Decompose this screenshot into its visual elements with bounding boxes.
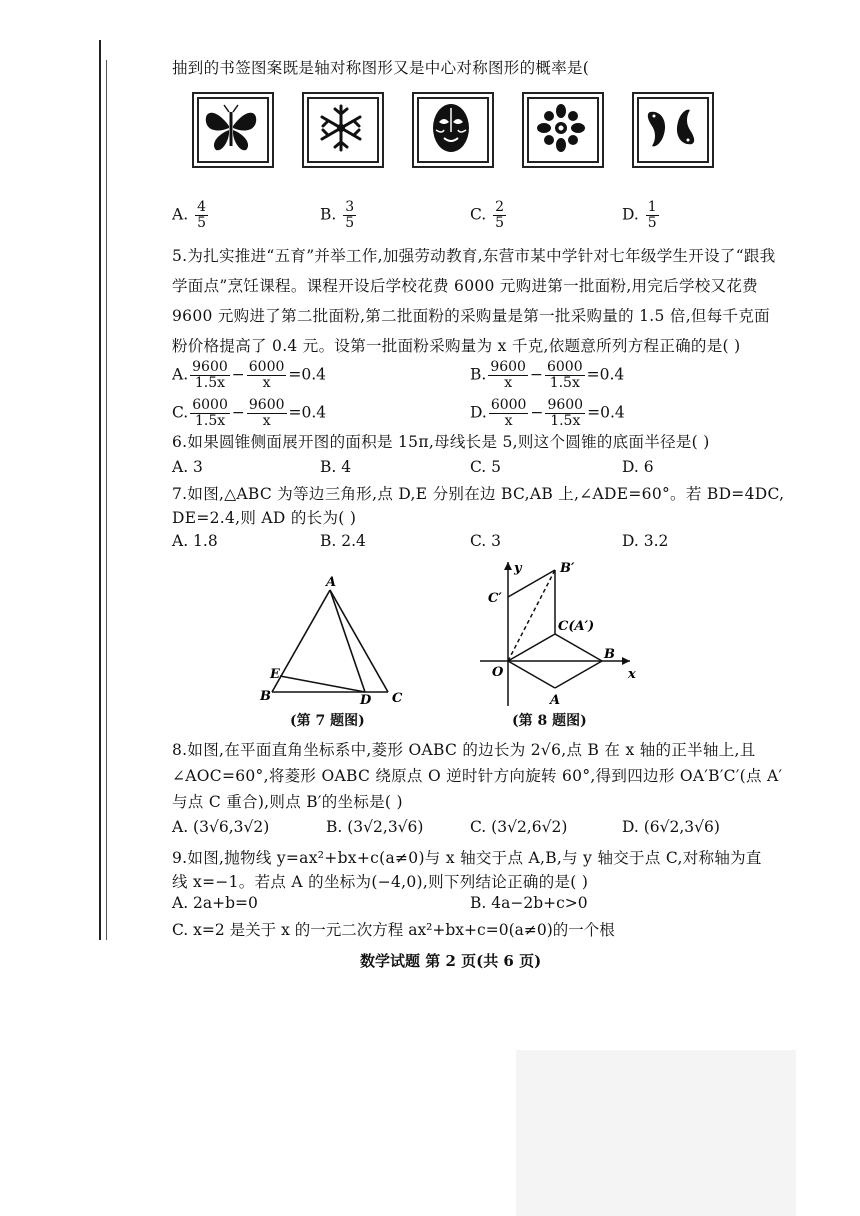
bookmark-2 xyxy=(302,92,384,168)
rhs: =0.4 xyxy=(586,365,625,384)
label-y: y xyxy=(514,561,522,576)
rhs: =0.4 xyxy=(288,403,327,422)
label-a: A xyxy=(326,575,337,590)
q6-option-c: C. 5 xyxy=(470,458,502,476)
denominator: x xyxy=(504,413,513,429)
denominator: x xyxy=(262,413,271,429)
label-e: E xyxy=(270,667,280,682)
q4-option-c xyxy=(470,200,508,231)
q9-option-c: C. x=2 是关于 x 的一元二次方程 ax²+bx+c=0(a≠0)的一个根 xyxy=(172,921,615,939)
option-label: B. xyxy=(470,365,487,384)
q4-option-a xyxy=(172,200,210,231)
q8-figure xyxy=(470,556,650,716)
numerator: 6000 xyxy=(546,359,583,375)
option-label: D. xyxy=(622,205,639,224)
q5-line-1: 5.为扎实推进“五育”并举工作,加强劳动教育,东营市某中学针对七年级学生开设了“跟我 xyxy=(172,247,776,265)
fraction xyxy=(545,398,585,429)
edge-oa xyxy=(508,661,555,688)
q4-option-b xyxy=(320,200,358,231)
denominator: x xyxy=(262,375,271,391)
fraction xyxy=(493,200,506,231)
q8-caption: (第 8 题图) xyxy=(512,713,587,729)
label-b: B xyxy=(604,647,615,662)
snowflake-icon xyxy=(312,102,370,154)
label-o: O xyxy=(492,665,504,680)
page-footer: 数学试题 第 2 页(共 6 页) xyxy=(360,952,542,970)
fraction xyxy=(195,200,208,231)
fish-pair-icon xyxy=(642,102,700,154)
label-c-a-prime: C(A′) xyxy=(558,619,595,634)
q8-option-d: D. (6√2,3√6) xyxy=(622,818,720,836)
fraction xyxy=(489,398,529,429)
numerator: 3 xyxy=(345,199,355,215)
fraction xyxy=(247,398,287,429)
bookmark-5 xyxy=(632,92,714,168)
rhs: =0.4 xyxy=(587,403,625,422)
q7-option-b: B. 2.4 xyxy=(320,532,366,550)
denominator: 1.5x xyxy=(194,375,226,391)
numerator: 9600 xyxy=(490,359,526,375)
q5-option-c: C. $\frac{6000}{1.5x}$ − $\frac{9600}{x}$ =0.4 xyxy=(172,397,327,429)
denominator: x xyxy=(504,375,513,391)
q7-figure xyxy=(250,570,420,710)
opera-mask-icon xyxy=(422,102,480,154)
q4-option-d xyxy=(622,200,661,231)
q7-option-c: C. 3 xyxy=(470,532,502,550)
option-label: C. xyxy=(470,205,487,224)
q8-option-b: B. (3√2,3√6) xyxy=(326,818,424,836)
numerator: 9600 xyxy=(192,359,228,375)
numerator: 2 xyxy=(495,199,505,215)
q8-line-2: ∠AOC=60°,将菱形 OABC 绕原点 O 逆时针方向旋转 60°,得到四边形 OA′B′C′(点 A′ xyxy=(172,767,783,785)
numerator: 9600 xyxy=(248,397,285,413)
q5-line-2: 学面点”烹饪课程。课程开设后学校花费 6000 元购进第一批面粉,用完后学校又花费 xyxy=(172,277,758,295)
fraction xyxy=(646,200,659,231)
q9-line-2: 线 x=−1。若点 A 的坐标为(−4,0),则下列结论正确的是( ) xyxy=(172,873,589,891)
denominator: 1.5x xyxy=(550,413,581,429)
denominator: 5 xyxy=(495,215,505,231)
q5-option-b: B. $\frac{9600}{x}$ − $\frac{6000}{1.5x}$ =0.4 xyxy=(470,359,625,391)
label-b: B xyxy=(260,689,271,704)
q9-option-b: B. 4a−2b+c>0 xyxy=(470,894,588,912)
numerator: 6000 xyxy=(490,397,527,413)
q7-caption: (第 7 题图) xyxy=(290,713,365,729)
fraction xyxy=(247,360,287,391)
q6-option-b: B. 4 xyxy=(320,458,352,476)
q6-option-d: D. 6 xyxy=(622,458,654,476)
numerator: 9600 xyxy=(547,397,584,413)
q9-option-a: A. 2a+b=0 xyxy=(172,894,258,912)
q7-option-a: A. 1.8 xyxy=(172,532,218,550)
option-label: C. xyxy=(172,403,189,422)
q7-line-1: 7.如图,△ABC 为等边三角形,点 D,E 分别在边 BC,AB 上,∠ADE=60°。若 BD=4DC, xyxy=(172,485,785,503)
x-axis-arrow xyxy=(622,657,630,665)
q9-line-1: 9.如图,抛物线 y=ax²+bx+c(a≠0)与 x 轴交于点 A,B,与 y 轴交于点 C,对称轴为直 xyxy=(172,849,762,867)
bookmark-1 xyxy=(192,92,274,168)
binding-line xyxy=(99,40,101,940)
option-label: A. xyxy=(172,365,189,384)
option-label: D. xyxy=(470,403,487,422)
butterfly-icon xyxy=(202,102,260,154)
numerator: 1 xyxy=(647,199,657,215)
numerator: 6000 xyxy=(192,397,228,413)
fraction xyxy=(343,200,356,231)
q5-line-4: 粉价格提高了 0.4 元。设第一批面粉采购量为 x 千克,依题意所列方程正确的是( ) xyxy=(172,337,741,355)
q6-option-a: A. 3 xyxy=(172,458,203,476)
denominator: 5 xyxy=(647,215,657,231)
bookmark-3 xyxy=(412,92,494,168)
denominator: 5 xyxy=(345,215,355,231)
binding-line-inner xyxy=(106,60,107,940)
denominator: 5 xyxy=(197,215,206,231)
edge-bc xyxy=(555,634,602,661)
q8-line-1: 8.如图,在平面直角坐标系中,菱形 OABC 的边长为 2√6,点 B 在 x 轴的正半轴上,且 xyxy=(172,741,756,759)
option-label: B. xyxy=(320,205,337,224)
flower-mandala-icon xyxy=(532,102,590,154)
q5-option-d: D. $\frac{6000}{x}$ − $\frac{9600}{1.5x}$ =0.4 xyxy=(470,397,625,429)
fraction xyxy=(190,398,230,429)
label-c: C xyxy=(392,691,403,706)
q7-option-d: D. 3.2 xyxy=(622,532,669,550)
numerator: 4 xyxy=(197,199,206,215)
q7-line-2: DE=2.4,则 AD 的长为( ) xyxy=(172,509,357,527)
q8-option-c: C. (3√2,6√2) xyxy=(470,818,568,836)
bookmark-4 xyxy=(522,92,604,168)
option-label: A. xyxy=(172,205,189,224)
y-axis-arrow xyxy=(504,562,512,570)
rhs: =0.4 xyxy=(288,365,327,384)
denominator: 1.5x xyxy=(549,375,580,391)
scan-artifact xyxy=(516,1050,796,1216)
denominator: 1.5x xyxy=(194,413,226,429)
label-x: x xyxy=(628,667,636,682)
fraction xyxy=(545,360,585,391)
label-d: D xyxy=(360,693,372,708)
segment-de xyxy=(280,676,365,692)
q8-line-3: 与点 C 重合),则点 B′的坐标是( ) xyxy=(172,793,403,811)
label-b-prime: B′ xyxy=(560,561,575,576)
q6-stem: 6.如果圆锥侧面展开图的面积是 15π,母线长是 5,则这个圆锥的底面半径是( ) xyxy=(172,433,710,451)
fraction xyxy=(190,360,230,391)
q4-stem: 抽到的书签图案既是轴对称图形又是中心对称图形的概率是( xyxy=(172,59,590,77)
fraction xyxy=(488,360,528,391)
label-c-prime: C′ xyxy=(488,591,502,606)
label-a: A xyxy=(550,693,561,708)
q8-option-a: A. (3√6,3√2) xyxy=(172,818,270,836)
q5-line-3: 9600 元购进了第二批面粉,第二批面粉的采购量是第一批采购量的 1.5 倍,但每千克面 xyxy=(172,307,770,325)
q5-option-a: A. $\frac{9600}{1.5x}$ − $\frac{6000}{x}$ =0.4 xyxy=(172,359,327,391)
numerator: 6000 xyxy=(248,359,285,375)
edge-ab xyxy=(555,661,602,688)
